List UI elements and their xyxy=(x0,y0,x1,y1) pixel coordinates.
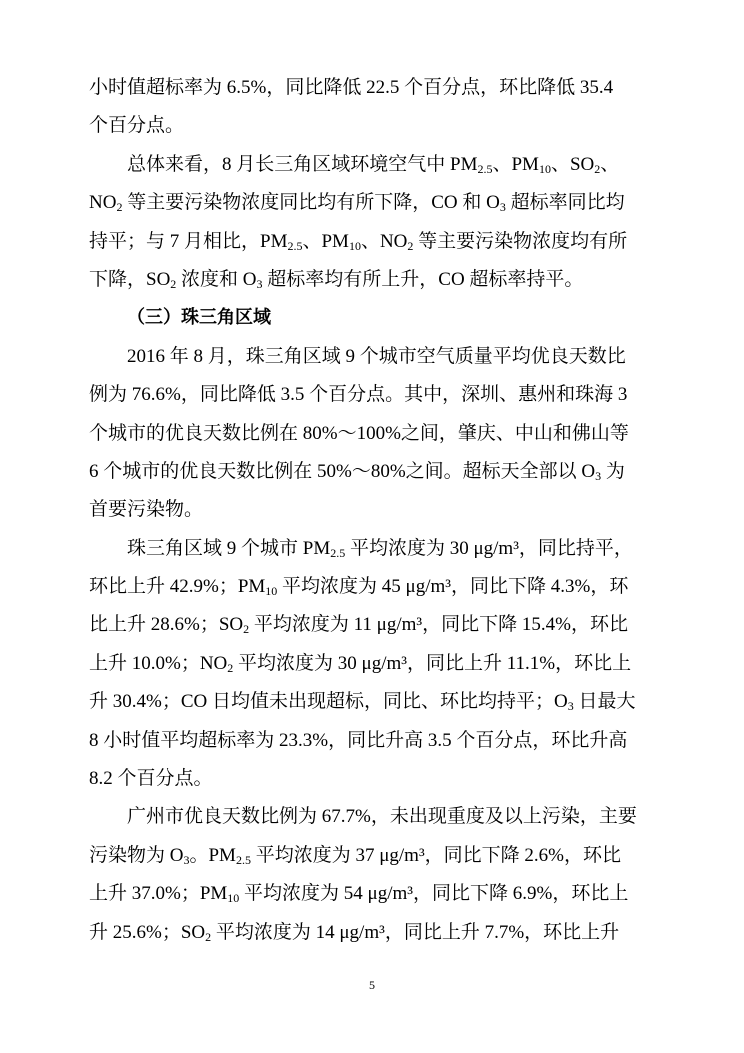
text-line-content: 个城市的优良天数比例在 80%～100%之间，肇庆、中山和佛山等 xyxy=(89,422,629,444)
subscript: 10 xyxy=(538,161,551,176)
text-line-content: 8.2 个百分点。 xyxy=(89,768,213,790)
text-line xyxy=(89,760,655,798)
subscript: 2 xyxy=(407,238,414,253)
subscript: 3 xyxy=(499,200,506,215)
paragraph-p3-prd-overview xyxy=(89,338,655,530)
subscript: 10 xyxy=(348,238,361,253)
subscript: 3 xyxy=(256,276,263,291)
text-line xyxy=(89,146,655,184)
subscript: 2.5 xyxy=(330,545,346,560)
page-number: 5 xyxy=(369,978,375,992)
text-line-content: 广州市优良天数比例为 67.7%，未出现重度及以上污染，主要 xyxy=(127,806,637,828)
text-line xyxy=(89,376,655,414)
text-line xyxy=(89,223,655,261)
text-line-content: 环比上升 42.9%；$PM_{10}$ 平均浓度为 45 μg/m³，同比下降 4.3%，环 xyxy=(89,576,629,599)
text-line xyxy=(89,568,655,606)
subscript: 10 xyxy=(227,891,240,906)
text-line xyxy=(89,722,655,760)
text-line xyxy=(89,530,655,568)
text-line xyxy=(89,184,655,222)
text-line-content: 个百分点。 xyxy=(89,115,185,137)
text-line-content: 小时值超标率为 6.5%，同比降低 22.5 个百分点，环比降低 35.4 xyxy=(89,77,614,98)
body-paragraphs-after-heading xyxy=(89,338,655,952)
text-line xyxy=(89,491,655,529)
subscript: 2.5 xyxy=(235,852,251,867)
text-line-content: 比上升 28.6%；$SO_2$ 平均浓度为 11 μg/m³，同比下降 15.4%，环比 xyxy=(89,614,628,637)
text-line xyxy=(89,69,655,107)
paragraph-p5-guangzhou xyxy=(89,798,655,952)
text-line xyxy=(89,683,655,721)
text-line-content: 8 小时值平均超标率为 23.3%，同比升高 3.5 个百分点，环比升高 xyxy=(89,729,628,751)
subscript: 2 xyxy=(594,161,601,176)
subscript: 10 xyxy=(265,584,278,599)
subscript: 2.5 xyxy=(477,161,493,176)
text-line-content: 上升 37.0%；$PM_{10}$ 平均浓度为 54 μg/m³，同比下降 6.9%，环比上 xyxy=(89,883,629,906)
text-line-content: 6 个城市的优良天数比例在 50%～80%之间。超标天全部以 $O_3$ 为 xyxy=(89,460,625,483)
subscript: 2.5 xyxy=(287,238,303,253)
text-line-content: 总体来看，8 月长三角区域环境空气中 $PM_{2.5}$、$PM_{10}$、$SO_2$、 xyxy=(127,153,620,176)
text-line xyxy=(89,107,655,145)
paragraph-p1-continued xyxy=(89,69,655,146)
subscript: 2 xyxy=(243,622,250,637)
text-line xyxy=(89,415,655,453)
subscript: 2 xyxy=(170,276,177,291)
text-line-content: 下降，$SO_2$ 浓度和 $O_3$ 超标率均有所上升，CO 超标率持平。 xyxy=(89,268,584,291)
text-line xyxy=(89,837,655,875)
text-line-content: 例为 76.6%，同比降低 3.5 个百分点。其中，深圳、惠州和珠海 3 xyxy=(89,384,628,406)
text-line-content: 2016 年 8 月，珠三角区域 9 个城市空气质量平均优良天数比 xyxy=(127,345,626,367)
subscript: 2 xyxy=(205,929,212,944)
text-line-content: 持平；与 7 月相比，$PM_{2.5}$、$PM_{10}$、$NO_2$ 等主要污染物浓度均有所 xyxy=(89,230,628,253)
text-line-content: 上升 10.0%；$NO_2$ 平均浓度为 30 μg/m³，同比上升 11.1%，环比上 xyxy=(89,652,632,675)
paragraph-p4-prd-pollutants xyxy=(89,530,655,799)
text-line-content: 首要污染物。 xyxy=(89,499,204,521)
text-line xyxy=(89,798,655,836)
subscript: 3 xyxy=(567,699,574,714)
text-line-content: 污染物为 $O_3$。$PM_{2.5}$ 平均浓度为 37 μg/m³，同比下降 2.6%，环比 xyxy=(89,844,621,867)
text-line xyxy=(89,338,655,376)
text-line xyxy=(89,453,655,491)
subscript: 2 xyxy=(116,200,123,215)
paragraph-p2-yangtze-summary xyxy=(89,146,655,300)
document-body xyxy=(89,69,655,952)
text-line-content: 升 25.6%；$SO_2$ 平均浓度为 14 μg/m³，同比上升 7.7%，环比上升 xyxy=(89,921,620,944)
text-line-content: $NO_2$ 等主要污染物浓度同比均有所下降，CO 和 $O_3$ 超标率同比均 xyxy=(89,192,625,215)
text-line xyxy=(89,606,655,644)
text-line-content: 珠三角区域 9 个城市 $PM_{2.5}$ 平均浓度为 30 μg/m³，同比持平， xyxy=(127,537,633,560)
subscript: 2 xyxy=(227,660,234,675)
body-paragraphs-before-heading xyxy=(89,69,655,299)
text-line-content: 升 30.4%；CO 日均值未出现超标，同比、环比均持平；$O_3$ 日最大 xyxy=(89,691,636,714)
text-line xyxy=(89,875,655,913)
text-line xyxy=(89,645,655,683)
subscript: 3 xyxy=(183,852,190,867)
text-line xyxy=(89,914,655,952)
section-heading: （三）珠三角区域 xyxy=(127,307,271,329)
subscript: 3 xyxy=(595,468,602,483)
text-line xyxy=(89,261,655,299)
